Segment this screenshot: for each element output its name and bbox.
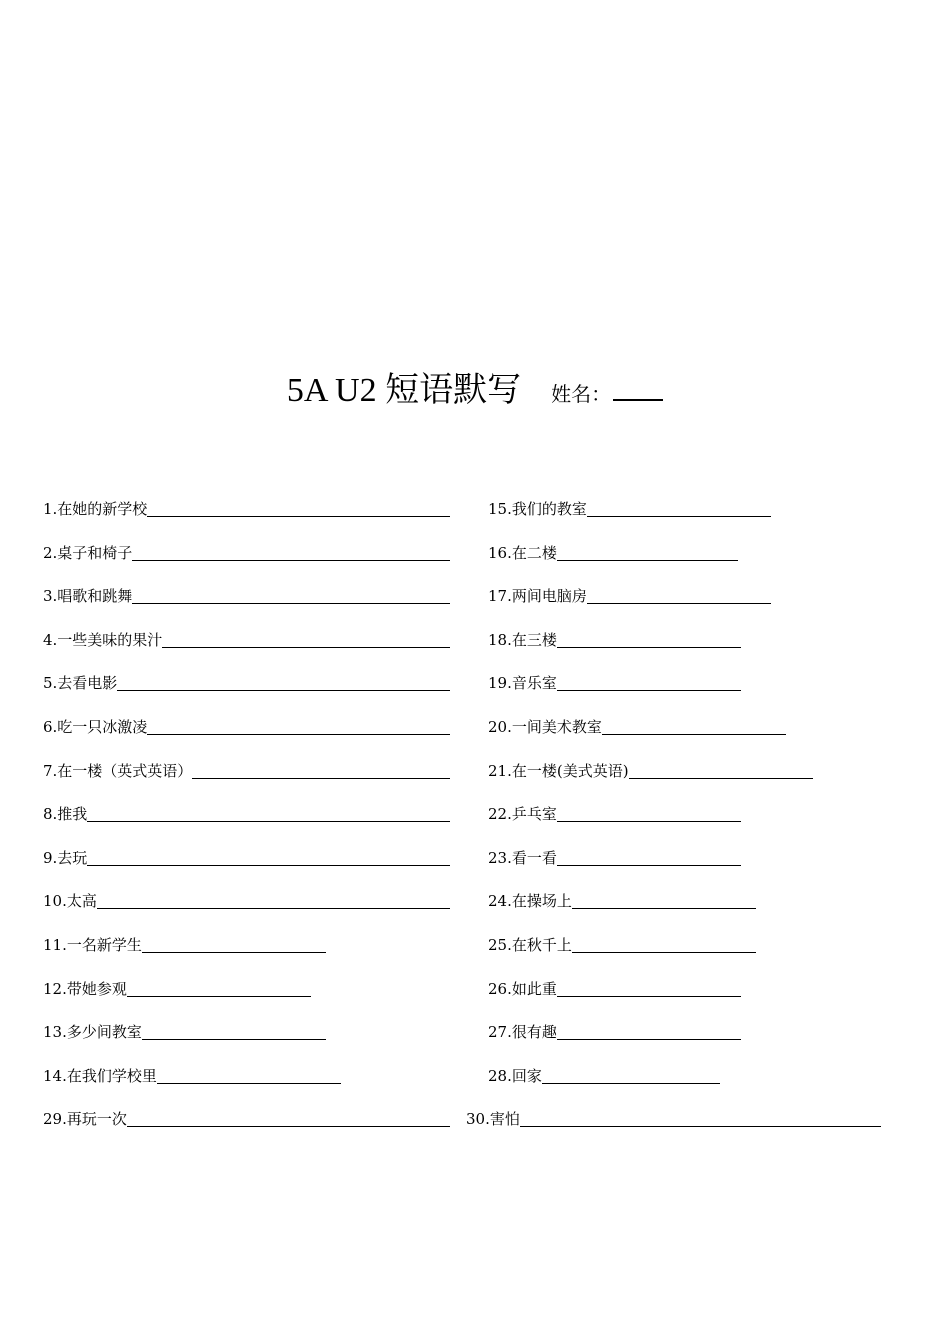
left-item <box>43 847 450 869</box>
answer-blank[interactable] <box>87 848 450 866</box>
left-item <box>43 760 450 782</box>
item-label: 29.再玩一次 <box>43 1110 127 1129</box>
answer-blank[interactable] <box>572 891 756 909</box>
right-item <box>488 629 741 651</box>
item-label: 19.音乐室 <box>488 674 557 693</box>
item-label: 22.乒乓室 <box>488 805 557 824</box>
item-label: 28.回家 <box>488 1066 542 1085</box>
answer-blank[interactable] <box>127 979 311 997</box>
item-label: 30.害怕 <box>466 1110 520 1129</box>
item-label: 26.如此重 <box>488 979 557 998</box>
right-item <box>488 672 741 694</box>
left-item <box>43 1108 450 1130</box>
item-label: 27.很有趣 <box>488 1023 557 1042</box>
item-label: 17.两间电脑房 <box>488 587 587 606</box>
item-label: 2.桌子和椅子 <box>43 543 133 562</box>
answer-blank[interactable] <box>127 1109 450 1127</box>
answer-blank[interactable] <box>147 717 450 735</box>
right-item <box>488 760 813 782</box>
title-row <box>0 362 950 411</box>
answer-blank[interactable] <box>572 935 756 953</box>
item-label: 16.在二楼 <box>488 543 557 562</box>
answer-blank[interactable] <box>132 543 450 561</box>
answer-blank[interactable] <box>87 804 450 822</box>
left-item <box>43 803 450 825</box>
left-item <box>43 890 450 912</box>
right-item <box>488 803 741 825</box>
item-label: 9.去玩 <box>43 848 88 867</box>
page-title: 5A U2 短语默写 <box>286 372 522 409</box>
item-label: 7.在一楼（英式英语） <box>43 761 193 780</box>
answer-blank[interactable] <box>602 717 786 735</box>
answer-blank[interactable] <box>557 979 741 997</box>
name-label: 姓名： <box>551 382 612 406</box>
answer-blank[interactable] <box>132 586 450 604</box>
answer-blank[interactable] <box>142 935 326 953</box>
item-label: 25.在秋千上 <box>488 936 572 954</box>
item-label: 4.一些美味的果汁 <box>43 630 163 649</box>
item-label: 1.在她的新学校 <box>43 500 148 518</box>
answer-blank[interactable] <box>162 630 450 648</box>
item-label: 21.在一楼(美式英语) <box>488 761 629 780</box>
left-item <box>43 716 450 738</box>
left-item <box>43 1065 341 1087</box>
answer-blank[interactable] <box>117 673 450 691</box>
answer-blank[interactable] <box>142 1022 326 1040</box>
item-label: 6.吃一只冰激凌 <box>43 718 148 736</box>
right-item <box>488 1065 720 1087</box>
left-item <box>43 629 450 651</box>
answer-blank[interactable] <box>157 1066 341 1084</box>
right-item <box>466 1108 881 1130</box>
answer-blank[interactable] <box>557 804 741 822</box>
item-label: 14.在我们学校里 <box>43 1066 157 1085</box>
right-item <box>488 542 738 564</box>
item-label: 3.唱歌和跳舞 <box>43 587 133 606</box>
answer-blank[interactable] <box>147 499 450 517</box>
item-label: 10.太高 <box>43 892 97 911</box>
left-item <box>43 934 326 956</box>
answer-blank[interactable] <box>542 1066 720 1084</box>
left-item <box>43 1021 326 1043</box>
answer-blank[interactable] <box>97 891 450 909</box>
item-label: 5.去看电影 <box>43 674 118 693</box>
left-item <box>43 542 450 564</box>
item-label: 20.一间美术教室 <box>488 718 602 736</box>
item-label: 11.一名新学生 <box>43 936 142 954</box>
answer-blank[interactable] <box>520 1109 881 1127</box>
name-input-line[interactable] <box>613 381 663 401</box>
right-item <box>488 716 786 738</box>
right-item <box>488 585 771 607</box>
answer-blank[interactable] <box>557 630 741 648</box>
item-label: 24.在操场上 <box>488 892 572 911</box>
item-label: 8.推我 <box>43 805 88 824</box>
right-item <box>488 934 756 956</box>
right-item <box>488 890 756 912</box>
left-item <box>43 672 450 694</box>
right-item <box>488 847 741 869</box>
item-label: 13.多少间教室 <box>43 1023 142 1042</box>
right-item <box>488 498 771 520</box>
answer-blank[interactable] <box>557 673 741 691</box>
right-item <box>488 978 741 1000</box>
answer-blank[interactable] <box>587 586 771 604</box>
answer-blank[interactable] <box>629 761 813 779</box>
answer-blank[interactable] <box>557 543 738 561</box>
answer-blank[interactable] <box>587 499 771 517</box>
left-item <box>43 585 450 607</box>
answer-blank[interactable] <box>557 848 741 866</box>
answer-blank[interactable] <box>192 761 450 779</box>
left-item <box>43 498 450 520</box>
item-label: 18.在三楼 <box>488 630 557 649</box>
item-label: 15.我们的教室 <box>488 500 587 518</box>
item-label: 12.带她参观 <box>43 979 127 998</box>
right-item <box>488 1021 741 1043</box>
left-item <box>43 978 311 1000</box>
item-label: 23.看一看 <box>488 848 557 867</box>
answer-blank[interactable] <box>557 1022 741 1040</box>
